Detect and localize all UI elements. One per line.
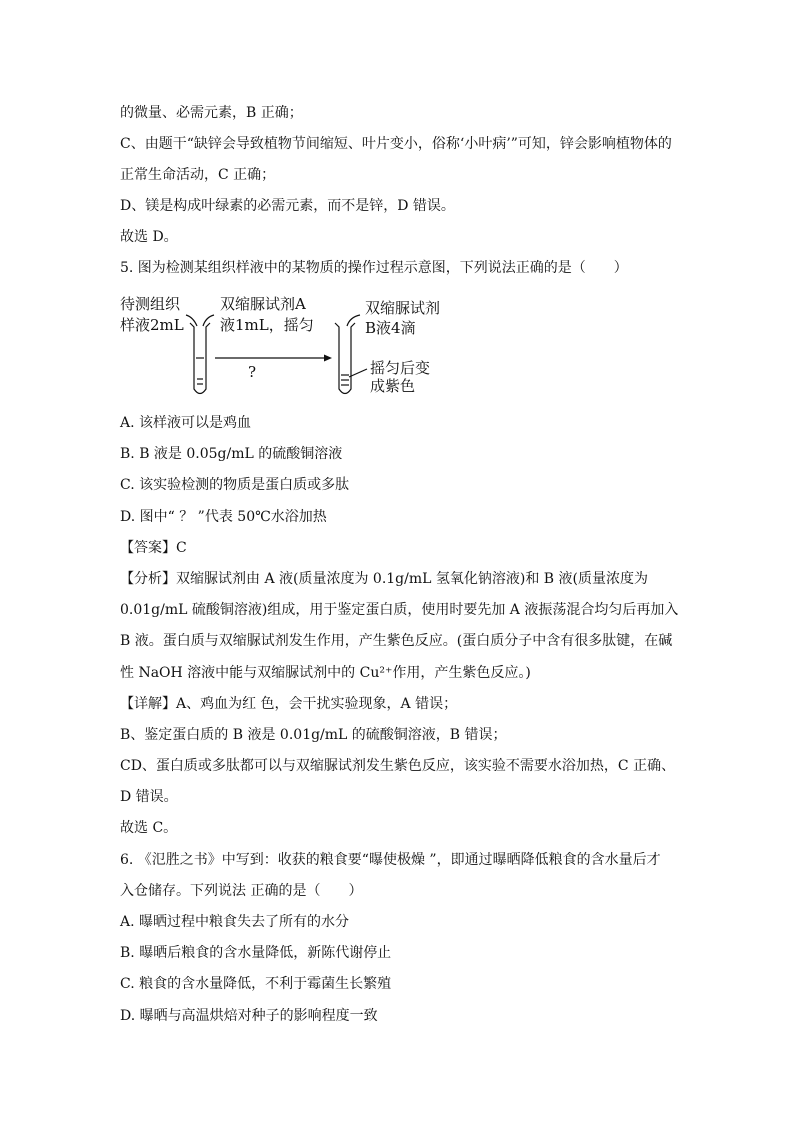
detail-line: 【详解】A、鸡血为红 色，会干扰实验现象，A 错误； [120,695,458,712]
previous-question-explanation [120,98,700,284]
option-c: C. 该实验检测的物质是蛋白质或多肽 [120,477,350,494]
detail-line: CD、蛋白质或多肽都可以与双缩脲试剂发生紫色反应，该实验不需要水浴加热，C 正确、 [120,758,676,775]
reagent-a-label-line2: 液1mL，摇匀 [220,316,314,334]
option-d: D. 图中“ ？ ”代表 50℃水浴加热 [120,508,327,525]
test-tube-2 [335,323,355,394]
reagent-b-label-line2: B液4滴 [365,319,416,337]
result-leader-line [349,369,367,377]
option-d: D. 曝晒与高温烘焙对种子的影响程度一致 [120,1007,378,1024]
analysis-line: B 液。蛋白质与双缩脲试剂发生作用，产生紫色反应。(蛋白质分子中含有很多肽键，在碱 [120,633,673,650]
result-label-line2: 成紫色 [370,377,416,395]
option-b: B. 曝晒后粮食的含水量降低，新陈代谢停止 [120,945,392,962]
text-line: C、由题干“缺锌会导致植物节间缩短、叶片变小，俗称‘小叶病’”可知，锌会影响植物体的 [120,136,672,152]
sample-label-line1: 待测组织 [120,295,181,313]
detail-line: D 错误。 [120,789,178,806]
process-arrowhead [324,355,332,362]
question-5-stem: 5. 图为检测某组织样液中的某物质的操作过程示意图，下列说法正确的是（ ） [120,260,628,276]
result-label-line1: 摇匀后变 [370,359,431,377]
question-6-stem: 入仓储存。下列说法 正确的是（ ） [120,882,363,899]
option-b: B. B 液是 0.05g/mL 的硫酸铜溶液 [120,446,343,463]
question-6-stem: 6. 《氾胜之书》中写到：收获的粮食要“曝使极燥 ”，即通过曝晒降低粮食的含水量后才 [120,851,661,868]
question-5-options-and-answer [120,408,700,1032]
analysis-line: 【分析】双缩脲试剂由 A 液(质量浓度为 0.1g/mL 氢氧化钠溶液)和 B 液(质量浓度为 [120,570,648,587]
text-line: 故选 D。 [120,229,178,245]
unknown-step-label: ? [248,363,257,381]
answer-line: 【答案】C [120,539,187,556]
reagent-a-label-line1: 双缩脲试剂A [220,295,306,313]
reagent-b-label-line1: 双缩脲试剂 [365,299,441,317]
sample-label-line2: 样液2mL [120,316,184,334]
analysis-line: 性 NaOH 溶液中能与双缩脲试剂中的 Cu²⁺作用，产生紫色反应。) [120,664,531,681]
detail-line: B、鉴定蛋白质的 B 液是 0.01g/mL 的硫酸铜溶液，B 错误； [120,726,507,743]
text-line: D、镁是构成叶绿素的必需元素，而不是锌，D 错误。 [120,198,455,214]
conclusion-line: 故选 C。 [120,820,178,837]
experiment-diagram [0,285,794,405]
analysis-line: 0.01g/mL 硫酸铜溶液)组成，用于鉴定蛋白质，使用时要先加 A 液振荡混合均匀后再加入 [120,602,679,619]
text-line: 的微量、必需元素，B 正确； [120,105,303,121]
option-a: A. 曝晒过程中粮食失去了所有的水分 [120,914,350,930]
option-a: A. 该样液可以是鸡血 [120,415,252,431]
text-line: 正常生命活动，C 正确； [120,167,276,183]
option-c: C. 粮食的含水量降低，不利于霉菌生长繁殖 [120,976,392,993]
